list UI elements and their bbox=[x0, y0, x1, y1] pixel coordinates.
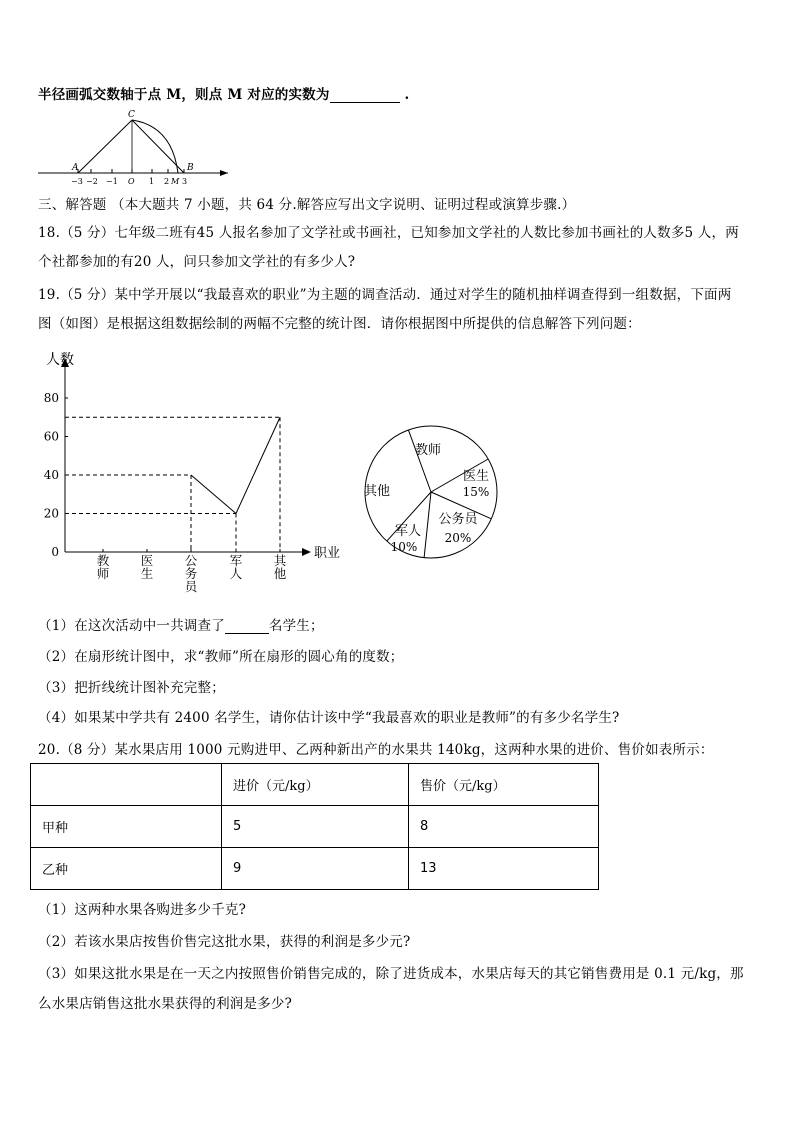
q19-sub3: （3）把折线统计图补充完整； bbox=[38, 680, 225, 696]
line-chart bbox=[30, 340, 360, 600]
x-axis-label: 职业 bbox=[314, 546, 341, 561]
table-cell: 9 bbox=[222, 848, 409, 890]
tick-label: 1 bbox=[149, 177, 155, 186]
q20-sub1: （1）这两种水果各购进多少千克? bbox=[38, 902, 247, 918]
tick-label: 3 bbox=[182, 177, 188, 186]
table-header-cell: 进价（元/kg） bbox=[222, 764, 409, 806]
point-label-c: C bbox=[128, 110, 135, 120]
x-tick-label: 军人 bbox=[229, 553, 243, 581]
point-label-a: A bbox=[72, 163, 79, 173]
tick-label: M bbox=[171, 177, 180, 186]
slice-label: 军人 bbox=[394, 524, 422, 539]
table-header-row bbox=[31, 764, 599, 806]
x-tick-label: 其他 bbox=[273, 553, 287, 581]
q18-line2: 个社都参加的有20 人，问只参加文学社的有多少人? bbox=[38, 254, 356, 270]
slice-label: 公务员 bbox=[438, 512, 478, 527]
price-table bbox=[30, 763, 599, 890]
x-tick-label: 医生 bbox=[140, 553, 154, 581]
q20-sub3-line1: （3）如果这批水果是在一天之内按照售价销售完成的，除了进货成本，水果店每天的其它销售费用是 0.1 元/kg，那 bbox=[38, 966, 744, 982]
slice-percent: 20% bbox=[444, 531, 472, 545]
y-axis-label: 人数 bbox=[46, 352, 74, 368]
y-tick-label: 20 bbox=[43, 506, 59, 521]
slice-percent: 15% bbox=[462, 485, 490, 499]
table-header-cell: 售价（元/kg） bbox=[409, 764, 599, 806]
y-tick-label: 80 bbox=[43, 391, 59, 405]
answer-blank bbox=[225, 617, 269, 634]
table-cell: 甲种 bbox=[31, 806, 222, 848]
x-tick-label: 教师 bbox=[96, 553, 110, 581]
table-cell: 13 bbox=[409, 848, 599, 890]
series-line bbox=[236, 417, 280, 513]
y-tick-label: 40 bbox=[43, 468, 59, 482]
tick-label: −3 bbox=[71, 177, 83, 186]
tick-label: −2 bbox=[86, 177, 98, 186]
q19-sub4: （4）如果某中学共有 2400 名学生，请你估计该中学“我最喜欢的职业是教师”的有多少名学生? bbox=[38, 710, 620, 726]
slice-label: 医生 bbox=[462, 469, 490, 484]
series-line bbox=[191, 475, 236, 514]
q19-line2: 图（如图）是根据这组数据绘制的两幅不完整的统计图．请你根据图中所提供的信息解答下列问题： bbox=[38, 316, 641, 332]
point-label-b: B bbox=[187, 163, 194, 173]
q19-sub1 bbox=[38, 614, 324, 634]
x-axis-arrow bbox=[302, 548, 311, 556]
q20-sub2: （2）若该水果店按售价售完这批水果，获得的利润是多少元? bbox=[38, 934, 411, 950]
tick-label: −1 bbox=[106, 177, 118, 186]
table-cell: 8 bbox=[409, 806, 599, 848]
q19-sub1-tail: 名学生； bbox=[268, 618, 324, 634]
answer-blank bbox=[330, 86, 400, 103]
q20-sub3-line2: 么水果店销售这批水果获得的利润是多少? bbox=[38, 996, 293, 1012]
tick-label: 2 bbox=[164, 177, 170, 186]
pie-chart bbox=[360, 422, 500, 562]
slice-percent: 10% bbox=[390, 540, 418, 554]
q17-tail-text: 半径画弧交数轴于点 M，则点 M 对应的实数为 bbox=[38, 87, 330, 103]
table-row bbox=[31, 806, 599, 848]
q19-sub1-text: （1）在这次活动中一共调查了 bbox=[38, 618, 225, 634]
table-row bbox=[31, 848, 599, 890]
q18-line1: 18.（5 分）七年级二班有45 人报名参加了文学社或书画社，已知参加文学社的人数比参加书画社的人数多5 人，两 bbox=[38, 225, 739, 241]
q19-line1: 19.（5 分）某中学开展以“我最喜欢的职业”为主题的调查活动．通过对学生的随机抽样调查得到一组数据，下面两 bbox=[38, 287, 732, 303]
q19-sub2: （2）在扇形统计图中，求“教师”所在扇形的圆心角的度数； bbox=[38, 649, 404, 665]
q17-tail-end: . bbox=[399, 87, 410, 103]
y-tick-label: 60 bbox=[43, 429, 59, 444]
table-cell: 5 bbox=[222, 806, 409, 848]
x-tick-label: 公务员 bbox=[184, 553, 198, 594]
section-heading: 三、解答题 （本大题共 7 小题，共 64 分.解答应写出文字说明、证明过程或演算步骤.） bbox=[38, 197, 576, 213]
table-header-cell bbox=[31, 764, 222, 806]
q17-tail-line bbox=[38, 83, 409, 103]
table-cell: 乙种 bbox=[31, 848, 222, 890]
number-line-figure bbox=[36, 106, 236, 188]
slice-label: 其他 bbox=[363, 484, 391, 499]
slice-label: 教师 bbox=[414, 443, 442, 458]
q20-intro: 20.（8 分）某水果店用 1000 元购进甲、乙两种新出产的水果共 140kg，这两种水果的进价、售价如表所示： bbox=[38, 742, 714, 758]
tick-label: O bbox=[128, 177, 135, 186]
y-tick-label: 0 bbox=[51, 545, 59, 559]
